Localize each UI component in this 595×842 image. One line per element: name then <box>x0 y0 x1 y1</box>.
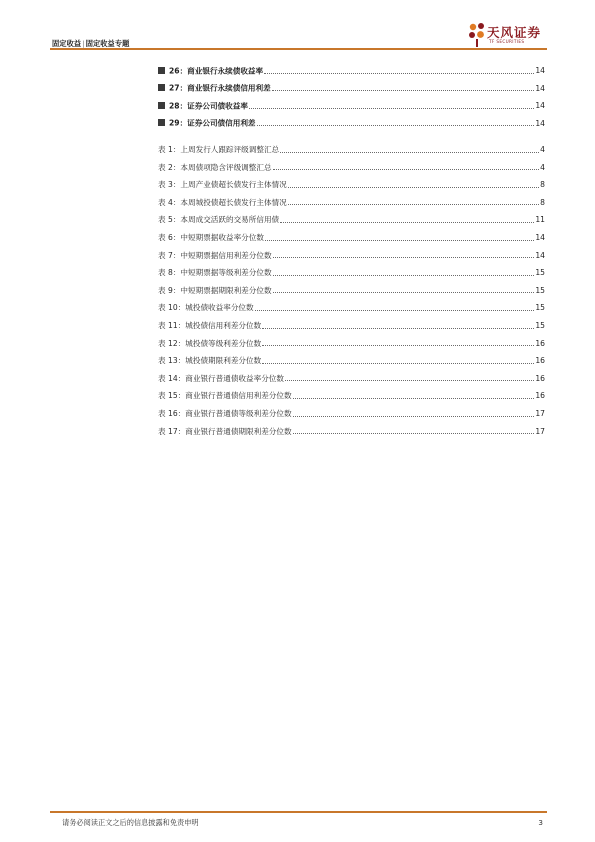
logo-subtitle: TF SECURITIES <box>489 39 525 44</box>
dot-leader <box>293 398 535 399</box>
table-label: 表 7：中短期票据信用利差分位数 <box>158 250 272 260</box>
table-page: 15 <box>535 268 545 278</box>
table-page: 16 <box>535 356 545 366</box>
toc-table-entry[interactable] <box>158 259 545 277</box>
toc-table-entry[interactable] <box>158 189 545 207</box>
figure-marker-icon <box>158 84 165 91</box>
table-label: 表 10：城投债收益率分位数 <box>158 303 254 313</box>
toc-table-entry[interactable] <box>158 400 545 418</box>
table-label: 表 5：本周成交活跃的交易所信用债 <box>158 215 280 225</box>
toc-figure-entry[interactable] <box>158 92 545 110</box>
figure-marker-icon <box>158 119 165 126</box>
table-page: 8 <box>540 197 545 207</box>
dot-leader <box>293 433 535 434</box>
dot-leader <box>285 380 534 381</box>
figure-label: 28：证券公司债收益率 <box>169 101 248 111</box>
toc-table-entry[interactable] <box>158 206 545 224</box>
toc-table-entry[interactable] <box>158 224 545 242</box>
table-label: 表 14：商业银行普通债收益率分位数 <box>158 373 284 383</box>
dot-leader <box>280 222 534 223</box>
figure-page: 14 <box>535 101 545 111</box>
table-label: 表 11：城投债信用利差分位数 <box>158 320 262 330</box>
figure-page: 14 <box>535 118 545 128</box>
dot-leader <box>273 169 540 170</box>
figure-label: 26：商业银行永续债收益率 <box>169 66 264 75</box>
toc-table-entry[interactable] <box>158 171 545 189</box>
table-page: 16 <box>535 373 545 383</box>
table-page: 16 <box>535 338 545 348</box>
table-page: 4 <box>540 162 545 172</box>
dot-leader <box>255 310 535 311</box>
logo-name: 天风证券 <box>487 25 542 40</box>
figure-page: 14 <box>535 83 545 93</box>
figure-list <box>158 57 545 127</box>
table-label: 表 12：城投债等级利差分位数 <box>158 338 262 348</box>
table-label: 表 3：上周产业债超长债发行主体情况 <box>158 180 287 190</box>
table-page: 15 <box>535 285 545 295</box>
toc-table-entry[interactable] <box>158 154 545 172</box>
figure-label: 27：商业银行永续债信用利差 <box>169 83 271 93</box>
toc-figure-entry[interactable] <box>158 110 545 128</box>
dot-leader <box>272 90 535 91</box>
table-page: 4 <box>540 145 545 154</box>
logo-flower-icon <box>468 22 486 48</box>
table-page: 14 <box>535 232 545 242</box>
toc-table-entry[interactable] <box>158 312 545 330</box>
toc-table-entry[interactable] <box>158 242 545 260</box>
dot-leader <box>262 363 534 364</box>
dot-leader <box>273 292 535 293</box>
table-page: 8 <box>540 180 545 190</box>
table-label: 表 4：本周城投债超长债发行主体情况 <box>158 197 287 207</box>
header-separator: | <box>82 39 85 48</box>
table-page: 16 <box>535 391 545 401</box>
dot-leader <box>293 416 535 417</box>
toc-table-entry[interactable] <box>158 277 545 295</box>
tf-securities-logo <box>468 22 550 48</box>
table-label: 表 17：商业银行普通债期限利差分位数 <box>158 426 292 436</box>
toc-table-entry[interactable] <box>158 382 545 400</box>
toc-table-entry[interactable] <box>158 418 545 436</box>
table-page: 11 <box>535 215 545 225</box>
header-category: 固定收益 <box>52 39 82 48</box>
dot-leader <box>288 204 539 205</box>
header-divider <box>50 48 547 50</box>
table-label: 表 9：中短期票据期限利差分位数 <box>158 285 272 295</box>
table-label: 表 8：中短期票据等级利差分位数 <box>158 268 272 278</box>
dot-leader <box>288 187 539 188</box>
toc-table-entry[interactable] <box>158 330 545 348</box>
table-list <box>158 136 545 435</box>
table-label: 表 16：商业银行普通债等级利差分位数 <box>158 408 292 418</box>
figure-marker-icon <box>158 102 165 109</box>
page-number: 3 <box>538 818 543 827</box>
dot-leader <box>264 73 534 74</box>
table-page: 15 <box>535 320 545 330</box>
toc-table-entry[interactable] <box>158 294 545 312</box>
table-label: 表 13：城投债期限利差分位数 <box>158 356 262 366</box>
toc-figure-entry[interactable] <box>158 57 545 75</box>
dot-leader <box>249 108 534 109</box>
dot-leader <box>273 257 535 258</box>
dot-leader <box>257 125 535 126</box>
dot-leader <box>262 345 534 346</box>
table-page: 17 <box>535 408 545 418</box>
header-report-type: 固定收益专题 <box>85 39 130 48</box>
toc-figure-entry[interactable] <box>158 75 545 93</box>
table-page: 15 <box>535 303 545 313</box>
figure-label: 29：证券公司债信用利差 <box>169 118 256 128</box>
table-label: 表 2：本周债项隐含评级调整汇总 <box>158 162 272 172</box>
dot-leader <box>262 328 534 329</box>
table-page: 14 <box>535 250 545 260</box>
footer-divider <box>50 811 547 813</box>
figure-page: 14 <box>535 66 545 75</box>
table-label: 表 1：上周发行人跟踪评级调整汇总 <box>158 145 280 154</box>
toc-table-entry[interactable] <box>158 365 545 383</box>
table-page: 17 <box>535 426 545 436</box>
dot-leader <box>265 240 534 241</box>
dot-leader <box>273 275 535 276</box>
dot-leader <box>280 152 539 153</box>
footer-disclaimer: 请务必阅读正文之后的信息披露和免责申明 <box>62 818 199 827</box>
table-label: 表 6：中短期票据收益率分位数 <box>158 232 264 242</box>
figure-marker-icon <box>158 67 165 74</box>
toc-table-entry[interactable] <box>158 347 545 365</box>
toc-table-entry[interactable] <box>158 136 545 154</box>
table-label: 表 15：商业银行普通债信用利差分位数 <box>158 391 292 401</box>
